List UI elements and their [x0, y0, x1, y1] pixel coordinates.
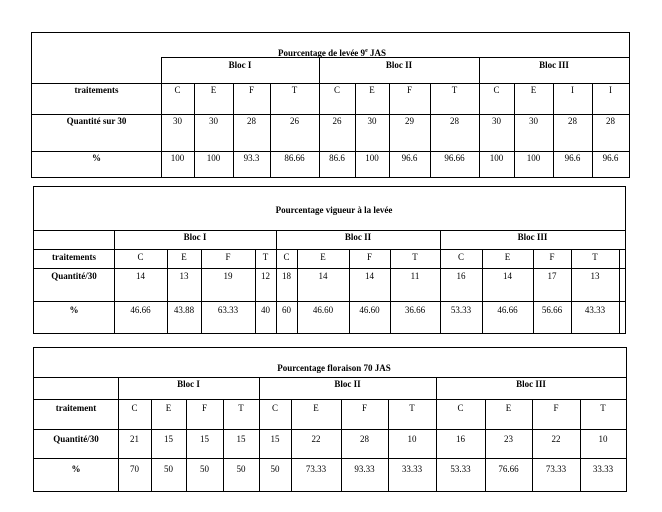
column-header-cell: T: [291, 85, 298, 95]
table-cell: 22: [311, 434, 321, 444]
column-header-cell: C: [333, 85, 340, 95]
column-header-cell: E: [313, 403, 319, 413]
column-header-cell: T: [412, 252, 418, 262]
table-cell: 53.33: [450, 305, 472, 315]
table-cell: 12: [261, 271, 270, 281]
block-label: Bloc I: [177, 379, 200, 389]
table-cell: 30: [173, 116, 182, 126]
table-cell: 11: [410, 271, 420, 281]
grid-line: [619, 249, 620, 333]
table-title: Pourcentage floraison 70 JAS: [277, 363, 391, 373]
block-label: Bloc III: [517, 232, 548, 242]
table-cell: 56.66: [541, 305, 563, 315]
table-cell: 16: [456, 271, 466, 281]
grid-line: [34, 230, 625, 231]
column-header-cell: E: [210, 85, 217, 95]
table-cell: 43.88: [173, 305, 195, 315]
grid-line: [32, 83, 629, 84]
table-cell: 96.6: [564, 153, 581, 163]
table-cell: 30: [492, 116, 501, 126]
table-cell: 50: [236, 464, 246, 474]
column-header-cell: C: [493, 85, 500, 95]
table-cell: 36.66: [404, 305, 426, 315]
table-cell: 10: [598, 434, 608, 444]
table-cell: 40: [261, 305, 270, 315]
table-cell: 76.66: [498, 464, 519, 474]
column-header-cell: T: [600, 403, 606, 413]
column-header-cell: C: [457, 403, 464, 413]
table-cell: 30: [367, 116, 377, 126]
table-floraison-70-jas: [33, 347, 627, 492]
grid-line: [32, 114, 629, 115]
table-cell: 93.3: [243, 153, 260, 163]
grid-line: [34, 377, 626, 378]
grid-line: [34, 268, 625, 269]
table-cell: 10: [407, 434, 417, 444]
column-header-cell: F: [361, 403, 367, 413]
column-header-cell: F: [248, 85, 254, 95]
table-cell: 28: [247, 116, 256, 126]
table-cell: 33.33: [401, 464, 423, 474]
column-header-cell: I: [571, 85, 574, 95]
column-header-cell: F: [406, 85, 412, 95]
table-cell: 26: [290, 116, 299, 126]
table-cell: 93.33: [354, 464, 375, 474]
table-cell: 46.66: [497, 305, 518, 315]
table-cell: 33.33: [592, 464, 614, 474]
table-cell: 17: [547, 271, 557, 281]
table-cell: 14: [318, 271, 328, 281]
column-header-cell: F: [201, 403, 207, 413]
table-cell: 22: [551, 434, 561, 444]
table-cell: 14: [136, 271, 145, 281]
column-header-cell: F: [553, 403, 559, 413]
table-cell: 86.66: [284, 153, 305, 163]
row-header-label: traitements: [52, 252, 96, 262]
table-title: Pourcentage de levée 9e JAS: [278, 48, 386, 58]
block-label: Bloc II: [334, 379, 361, 389]
row-header-label: traitements: [74, 85, 119, 95]
grid-line: [34, 301, 625, 302]
table-cell: 100: [206, 153, 221, 163]
row-header-label: traitement: [55, 403, 97, 413]
column-header-cell: F: [225, 252, 231, 262]
table-cell: 15: [236, 434, 246, 444]
row-label: %: [92, 153, 101, 163]
column-header-cell: T: [238, 403, 244, 413]
column-header-cell: C: [137, 252, 144, 262]
column-header-cell: T: [409, 403, 415, 413]
table-cell: 18: [282, 271, 291, 281]
table-cell: 14: [503, 271, 512, 281]
grid-line: [34, 429, 626, 430]
table-cell: 73.33: [545, 464, 567, 474]
table-cell: 28: [450, 116, 459, 126]
table-cell: 19: [223, 271, 233, 281]
table-cell: 15: [164, 434, 173, 444]
column-header-cell: T: [592, 252, 598, 262]
table-cell: 28: [606, 116, 615, 126]
table-cell: 21: [130, 434, 139, 444]
block-label: Bloc II: [344, 232, 372, 242]
table-cell: 50: [270, 464, 280, 474]
table-cell: 15: [200, 434, 209, 444]
row-label: Quantité sur 30: [66, 116, 127, 126]
table-cell: 50: [200, 464, 209, 474]
column-header-cell: C: [271, 403, 278, 413]
table-cell: 28: [568, 116, 577, 126]
column-header-cell: F: [366, 252, 372, 262]
table-cell: 100: [365, 153, 379, 163]
table-cell: 30: [209, 116, 218, 126]
table-cell: 60: [282, 305, 291, 315]
grid-line: [34, 249, 625, 250]
table-cell: 15: [270, 434, 280, 444]
column-header-cell: C: [457, 252, 464, 262]
table-cell: 29: [405, 116, 414, 126]
row-label: Quantité/30: [51, 271, 97, 281]
column-header-cell: E: [320, 252, 326, 262]
table-cell: 28: [360, 434, 369, 444]
table-cell: 43.33: [584, 305, 606, 315]
table-vigueur-levee: [33, 186, 626, 334]
table-cell: 100: [526, 153, 541, 163]
table-cell: 30: [529, 116, 538, 126]
table-cell: 100: [170, 153, 185, 163]
block-label: Bloc III: [516, 379, 546, 389]
table-cell: 70: [130, 464, 139, 474]
table-cell: 13: [590, 271, 600, 281]
column-header-cell: E: [530, 85, 537, 95]
table-cell: 53.33: [450, 464, 471, 474]
table-cell: 46.60: [359, 305, 380, 315]
table-levee-9-jas: [31, 32, 630, 178]
column-header-cell: E: [369, 85, 375, 95]
table-cell: 46.60: [312, 305, 334, 315]
table-cell: 96.6: [401, 153, 418, 163]
column-header-cell: F: [549, 252, 555, 262]
block-label: Bloc III: [539, 60, 569, 70]
grid-line: [34, 399, 626, 400]
row-label: Quantité/30: [53, 434, 99, 444]
table-cell: 46.66: [130, 305, 151, 315]
table-cell: 100: [489, 153, 504, 163]
row-label: %: [71, 464, 81, 474]
row-label: %: [69, 305, 79, 315]
column-header-cell: I: [609, 85, 612, 95]
table-cell: 63.33: [217, 305, 239, 315]
table-cell: 23: [504, 434, 513, 444]
column-header-cell: E: [505, 403, 512, 413]
grid-line: [32, 151, 629, 152]
column-header-cell: E: [181, 252, 187, 262]
column-header-cell: C: [131, 403, 138, 413]
column-header-cell: E: [504, 252, 511, 262]
block-label: Bloc I: [228, 60, 252, 70]
table-cell: 14: [365, 271, 374, 281]
table-cell: 96.6: [602, 153, 619, 163]
table-cell: 16: [456, 434, 465, 444]
column-header-cell: E: [165, 403, 172, 413]
column-header-cell: T: [262, 252, 269, 262]
table-cell: 26: [332, 116, 342, 126]
table-cell: 96.66: [444, 153, 465, 163]
table-title: Pourcentage vigueur à la levée: [275, 205, 393, 215]
block-label: Bloc II: [385, 60, 413, 70]
table-cell: 73.33: [305, 464, 327, 474]
column-header-cell: C: [174, 85, 181, 95]
table-cell: 86.6: [329, 153, 345, 163]
grid-line: [34, 458, 626, 459]
table-cell: 13: [179, 271, 189, 281]
table-cell: 50: [164, 464, 173, 474]
column-header-cell: T: [451, 85, 458, 95]
block-label: Bloc I: [183, 232, 207, 242]
column-header-cell: C: [283, 252, 290, 262]
